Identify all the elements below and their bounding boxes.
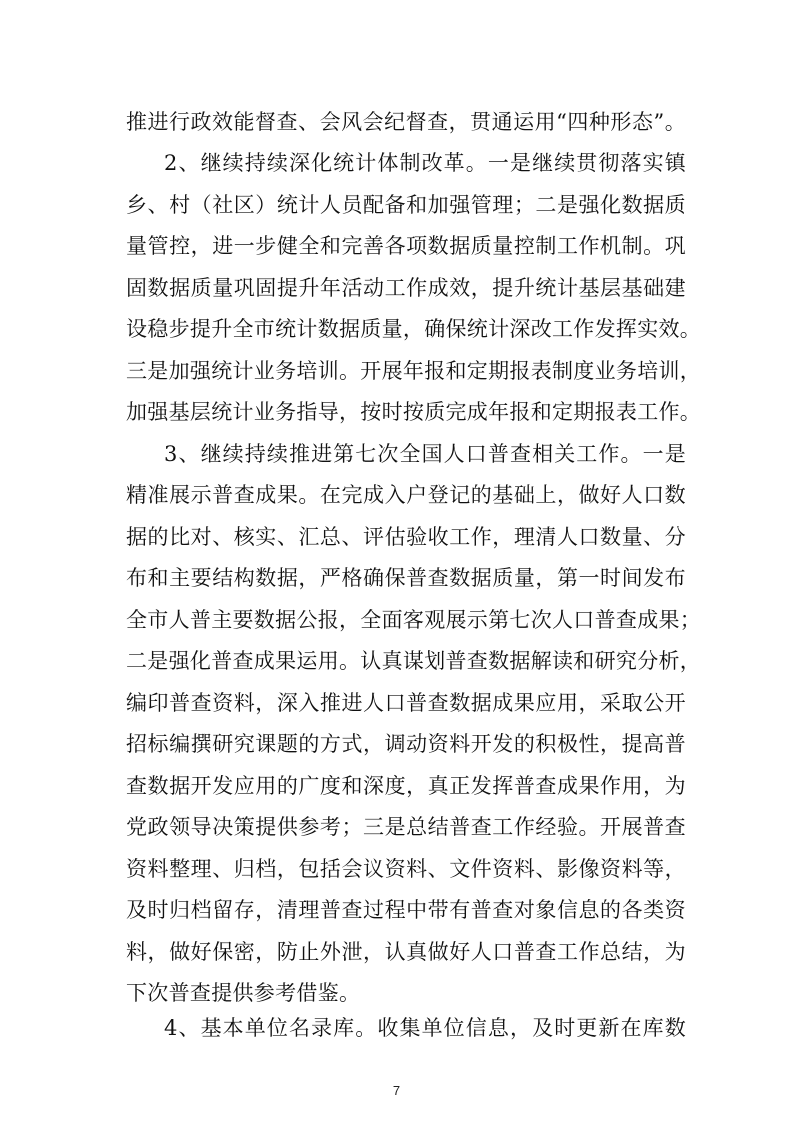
text-line: 3、继续持续推进第七次全国人口普查相关工作。一是 xyxy=(164,442,686,466)
text-line: 乡、村（社区）统计人员配备和加强管理；二是强化数据质 xyxy=(126,193,686,217)
text-line: 资料整理、归档，包括会议资料、文件资料、影像资料等， xyxy=(126,857,686,881)
text-line: 2、继续持续深化统计体制改革。一是继续贯彻落实镇 xyxy=(164,151,686,175)
text-line: 设稳步提升全市统计数据质量，确保统计深改工作发挥实效。 xyxy=(126,317,702,341)
text-line: 招标编撰研究课题的方式，调动资料开发的积极性，提高普 xyxy=(126,732,686,756)
text-line: 编印普查资料，深入推进人口普查数据成果应用，采取公开 xyxy=(126,691,686,715)
text-line: 查数据开发应用的广度和深度，真正发挥普查成果作用，为 xyxy=(126,774,686,798)
text-line: 及时归档留存，清理普查过程中带有普查对象信息的各类资 xyxy=(126,898,686,922)
text-line: 据的比对、核实、汇总、评估验收工作，理清人口数量、分 xyxy=(126,525,686,549)
text-line: 精准展示普查成果。在完成入户登记的基础上，做好人口数 xyxy=(126,483,686,507)
text-line: 布和主要结构数据，严格确保普查数据质量，第一时间发布 xyxy=(126,566,686,590)
text-line: 加强基层统计业务指导，按时按质完成年报和定期报表工作。 xyxy=(126,400,702,424)
text-line: 4、基本单位名录库。收集单位信息，及时更新在库数 xyxy=(164,1016,686,1040)
text-line: 二是强化普查成果运用。认真谋划普查数据解读和研究分析， xyxy=(126,649,702,673)
text-line: 量管控，进一步健全和完善各项数据质量控制工作机制。巩 xyxy=(126,234,686,258)
text-line: 全市人普主要数据公报，全面客观展示第七次人口普查成果； xyxy=(126,608,702,632)
text-line: 三是加强统计业务培训。开展年报和定期报表制度业务培训， xyxy=(126,359,702,383)
text-line: 料，做好保密，防止外泄，认真做好人口普查工作总结，为 xyxy=(126,940,686,964)
text-line: 推进行政效能督查、会风会纪督查，贯通运用“四种形态”。 xyxy=(126,110,686,134)
text-line: 固数据质量巩固提升年活动工作成效，提升统计基层基础建 xyxy=(126,276,686,300)
text-line: 党政领导决策提供参考；三是总结普查工作经验。开展普查 xyxy=(126,815,686,839)
page-number: 7 xyxy=(392,1083,401,1098)
text-line: 下次普查提供参考借鉴。 xyxy=(126,981,361,1005)
